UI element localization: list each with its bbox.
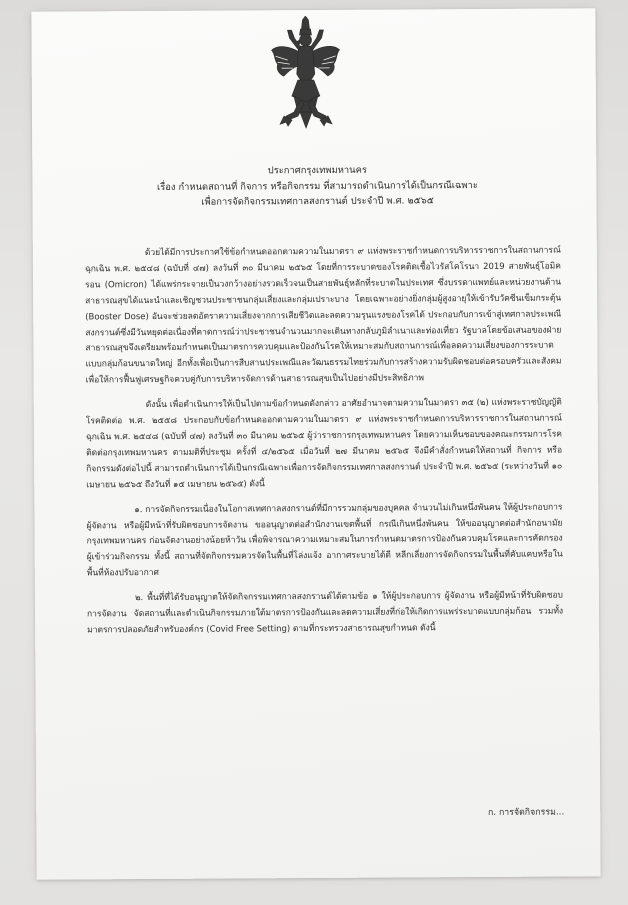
- paragraph-order: ดังนั้น เพื่อดำเนินการให้เป็นไปตามข้อกำหนดดังกล่าว อาศัยอำนาจตามความในมาตรา ๓๕ (๒) แห่งพระราชบัญญัติโรคติดต่อ พ.ศ. ๒๕๕๘ ประกอบกับข้อกำหนดออกตามความในมาตรา ๙ แห่งพระราชกำหนดการบริหารราชการในสถานการณ์ฉุกเฉิน พ.ศ. ๒๕๔๘ (ฉบับที่ ๔๗) ลงวันที่ ๓๐ มีนาคม ๒๕๖๕ ผู้ว่าราชการกรุงเทพมหานคร โดยความเห็นชอบของคณะกรรมการโรคติดต่อกรุงเทพมหานคร ตามมติที่ประชุม ครั้งที่ ๔/๒๕๖๕ เมื่อวันที่ ๒๗ มีนาคม ๒๕๖๕ จึงมีคำสั่งกำหนดให้สถานที่ กิจการ หรือกิจกรรมดังต่อไปนี้ สามารถดำเนินการได้เป็นกรณีเฉพาะเพื่อการจัดกิจกรรมเทศกาลสงกรานต์ ประจำปี พ.ศ. ๒๕๖๕ (ระหว่างวันที่ ๑๐ เมษายน ๒๕๖๕ ถึงวันที่ ๑๕ เมษายน ๒๕๖๕) ดังนี้: [85, 397, 563, 491]
- issuer-line: ประกาศกรุงเทพมหานคร: [267, 164, 367, 177]
- subject-line-2: เพื่อการจัดกิจกรรมเทศกาลสงกรานต์ ประจำปี พ.ศ. ๒๕๖๕: [201, 195, 434, 208]
- paragraph-item-2: ๒. พื้นที่ที่ได้รับอนุญาตให้จัดกิจกรรมเทศกาลสงกรานต์ได้ตามข้อ ๑ ให้ผู้ประกอบการ ผู้จัดงาน หรือผู้มีหน้าที่รับผิดชอบการจัดงาน จัดสถานที่และดำเนินกิจกรรมภายใต้มาตรการป้องกันและลดความเสี่ยงที่ก่อให้เกิดการแพร่ระบาดแบบกลุ่มก้อน รวมทั้งมาตรการปลอดภัยสำหรับองค์กร (Covid Free Setting) ตามที่กระทรวงสาธารณสุขกำหนด ดังนี้: [87, 590, 564, 636]
- paragraph-preamble: ด้วยได้มีการประกาศใช้ข้อกำหนดออกตามความในมาตรา ๙ แห่งพระราชกำหนดการบริหารราชการในสถานการณ์ฉุกเฉิน พ.ศ. ๒๕๔๘ (ฉบับที่ ๔๗) ลงวันที่ ๓๐ มีนาคม ๒๕๖๕ โดยที่การระบาดของโรคติดเชื้อไวรัสโคโรนา 2019 สายพันธุ์โอมิครอน (Omicron) ได้แพร่กระจายเป็นวงกว้างอย่างรวดเร็วจนเป็นสายพันธุ์หลักที่ระบาดในประเทศ ซึ่งบรรดาแพทย์และหน่วยงานด้านสาธารณสุขได้แนะนำและเชิญชวนประชาชนกลุ่มเสี่ยงและกลุ่มเปราะบาง โดยเฉพาะอย่างยิ่งกลุ่มผู้สูงอายุให้เข้ารับวัคซีนเข็มกระตุ้น (Booster Dose) อันจะช่วยลดอัตราความเสี่ยงจากการเสียชีวิตและลดความรุนแรงของโรคได้ ประกอบกับการเข้าสู่เทศกาลประเพณีสงกรานต์ซึ่งมีวันหยุดต่อเนื่องที่คาดการณ์ว่าประชาชนจำนวนมากจะเดินทางกลับภูมิลำเนาและท่องเที่ยว รัฐบาลโดยข้อเสนอของฝ่ายสาธารณสุขจึงเตรียมพร้อมกำหนดเป็นมาตรการควบคุมและป้องกันโรคให้เหมาะสมกับสถานการณ์เพื่อลดความเสี่ยงของการระบาดแบบกลุ่มก้อนขนาดใหญ่ อีกทั้งเพื่อเป็นการสืบสานประเพณีและวัฒนธรรมไทยร่วมกับการสร้างความรับผิดชอบต่อครอบครัวและสังคม เพื่อให้การฟื้นฟูเศรษฐกิจควบคู่กับการบริหารจัดการด้านสาธารณสุขเป็นไปอย่างมีประสิทธิภาพ: [84, 245, 562, 386]
- continuation-note: ก. การจัดกิจกรรม...: [487, 807, 565, 818]
- document-page: [31, 8, 600, 879]
- garuda-emblem-icon: [269, 16, 342, 136]
- paragraph-item-1: ๑. การจัดกิจกรรมเนื่องในโอกาสเทศกาลสงกรานต์ที่มีการรวมกลุ่มของบุคคล จำนวนไม่เกินหนึ่งพันคน ให้ผู้ประกอบการ ผู้จัดงาน หรือผู้มีหน้าที่รับผิดชอบการจัดงาน ขออนุญาตต่อสำนักงานเขตพื้นที่ กรณีเกินหนึ่งพันคน ให้ขออนุญาตต่อสำนักอนามัย กรุงเทพมหานคร ก่อนจัดงานอย่างน้อยห้าวัน เพื่อพิจารณาความเหมาะสมในการกำหนดมาตรการป้องกันควบคุมโรคและการคัดกรองผู้เข้าร่วมกิจกรรม ทั้งนี้ สถานที่จัดกิจกรรมควรจัดในพื้นที่โล่งแจ้ง อากาศระบายได้ดี หลีกเลี่ยงการจัดกิจกรรมในพื้นที่คับแคบหรือในพื้นที่ห้องปรับอากาศ: [86, 502, 563, 579]
- document-heading: [72, 161, 562, 210]
- document-body: [85, 244, 563, 649]
- subject-line-1: เรื่อง กำหนดสถานที่ กิจการ หรือกิจกรรม ที่สามารถดำเนินการได้เป็นกรณีเฉพาะ: [156, 179, 478, 193]
